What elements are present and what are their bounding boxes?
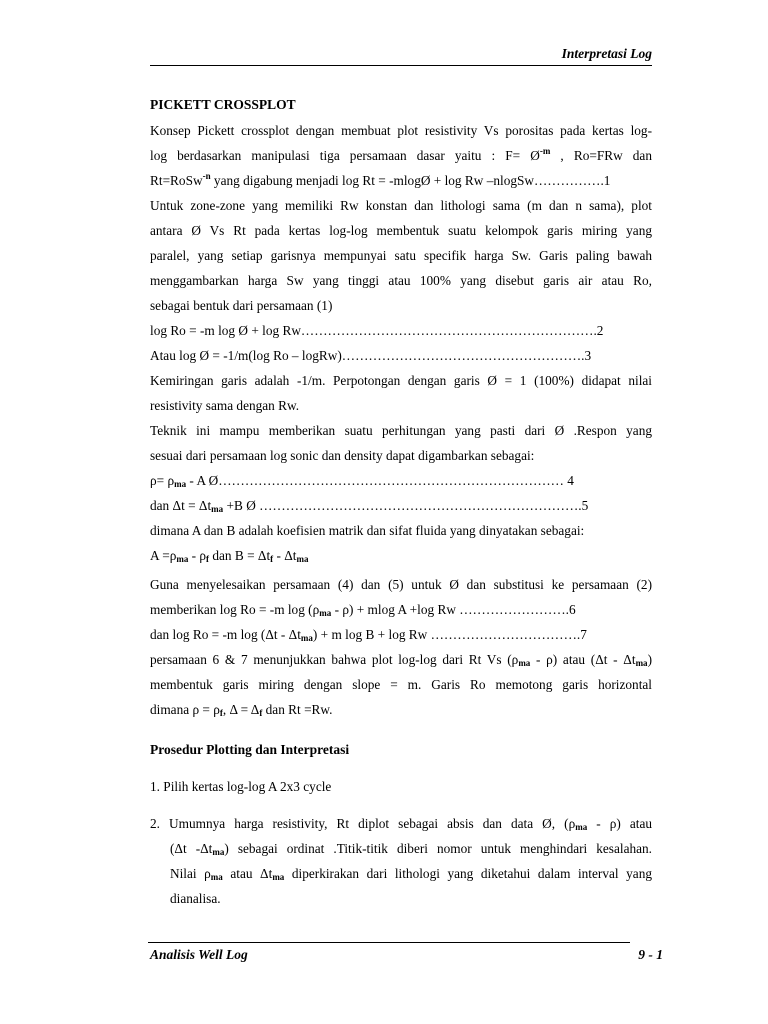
equation-2: log Ro = -m log Ø + log Rw………………………………………………………….2 [150, 323, 604, 338]
text-line: log berdasarkan manipulasi tiga persamaan dasar yaitu : $F= Ø^{-m}$ , Ro=FRw dan [150, 146, 652, 163]
text-line: dimana A dan B adalah koefisien matrik dan sifat fluida yang dinyatakan sebagai: [150, 523, 585, 538]
text-line: dianalisa. [170, 891, 221, 906]
equation-5: dan $\Delta t = \Delta t_{ma} +B$ Ø ……………………………………………………………….5 [150, 498, 589, 514]
text-line: Untuk zone-zone yang memiliki Rw konstan dan lithologi sama (m dan n sama), plot [150, 198, 652, 213]
paragraph-technique [150, 418, 652, 468]
text-line: 2. Umumnya harga resistivity, Rt diplot sebagai absis dan data Ø, $(\rho_{ma} - \rho)$ atau [150, 816, 652, 832]
paragraph-zone [150, 193, 652, 318]
text-line: antara Ø Vs Rt pada kertas log-log membentuk suatu kelompok garis miring yang [150, 223, 652, 238]
section-title-procedure: Prosedur Plotting dan Interpretasi [150, 742, 350, 757]
text-line: (Δt $-\Delta t_{ma}$) sebagai ordinat .Titik-titik diberi nomor untuk menghindari kesalahan. [170, 841, 653, 857]
equation-1: Rt=RoSw$^{-n}$ yang digabung menjadi log Rt = -mlogØ + log Rw –nlogSw…………….1 [150, 171, 611, 188]
text-line: sesuai dari persamaan log sonic dan density dapat digambarkan sebagai: [150, 448, 535, 463]
header-title: Interpretasi Log [561, 46, 652, 61]
footer-rule [148, 942, 630, 943]
page-body [150, 92, 652, 911]
text-line: Nilai $\rho_{ma}$ atau $\Delta t_{ma}$ diperkirakan dari lithologi yang diketahui dalam interval yang [170, 866, 652, 882]
equation-7: dan log Ro = -m $\log (\Delta t - \Delta t_{ma}) + m$ log B + log Rw …………………………….7 [150, 627, 587, 643]
paragraph-intro [150, 118, 652, 193]
text-line: menggambarkan harga Sw yang tinggi atau 100% yang disebut garis air atau Ro, [150, 273, 652, 288]
page-header [150, 45, 652, 66]
equation-6: memberikan log Ro = -m $\log (\rho_{ma} - \rho) + mlog$ A +log Rw …………………….6 [150, 602, 576, 618]
text-line: paralel, yang setiap garisnya mempunyai satu specifik harga Sw. Garis paling bawah [150, 248, 652, 263]
section-title-pickett: PICKETT CROSSPLOT [150, 97, 296, 112]
text-line: sebagai bentuk dari persamaan (1) [150, 298, 333, 313]
footer-title: Analisis Well Log [150, 947, 248, 962]
equation-3: Atau log Ø = -1/m(log Ro – logRw)……………………………………………….3 [150, 348, 592, 363]
paragraph-slope [150, 368, 652, 418]
equation-ab: $A =\rho_{ma} - \rho_f$ dan $B = \Delta t_f - \Delta t_{ma}$ [150, 548, 309, 564]
text-line: resistivity sama dengan Rw. [150, 398, 300, 413]
text-line: membentuk garis miring dengan slope = m. Garis Ro memotong garis horizontal [150, 677, 652, 692]
text-line: dimana $\rho = \rho_f$, $\Delta = \Delta_f$ dan Rt =Rw. [150, 702, 333, 718]
procedure-step-1: 1. Pilih kertas log-log A 2x3 cycle [150, 779, 332, 794]
text-line: Guna menyelesaikan persamaan (4) dan (5) untuk Ø dan substitusi ke persamaan (2) [150, 577, 652, 592]
text-line: Konsep Pickett crossplot dengan membuat plot resistivity Vs porositas pada kertas log- [150, 123, 652, 138]
text-line: persamaan 6 & 7 menunjukkan bahwa plot log-log dari Rt Vs $(\rho_{ma} - \rho)$ atau $(\Delta t - \Delta t_{ma})$ [150, 652, 652, 668]
text-line: Teknik ini mampu memberikan suatu perhitungan yang pasti dari Ø .Respon yang [150, 423, 652, 438]
text-line: Kemiringan garis adalah -1/m. Perpotongan dengan garis Ø = 1 (100%) didapat nilai [150, 373, 652, 388]
equation-4: $\rho= \rho_{ma} - A$ Ø…………………………………………………………………… 4 [150, 473, 574, 489]
page-number: 9 - 1 [638, 947, 663, 962]
procedure-step-2 [150, 811, 652, 911]
